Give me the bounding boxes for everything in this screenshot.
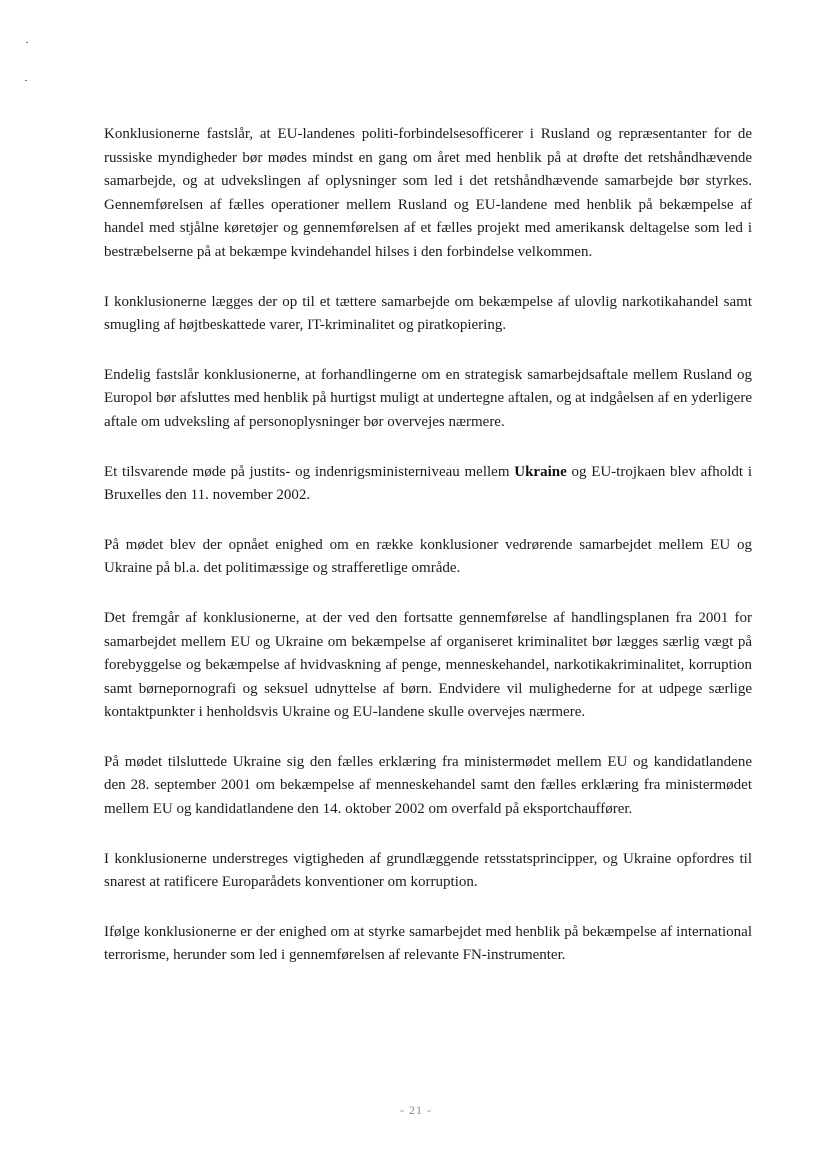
paragraph-terrorism: Ifølge konklusionerne er der enighed om at styrke samarbejdet med henblik på bekæmpelse af international terrorisme, herunder som led i gennemførelsen af relevante FN-instrumenter. xyxy=(104,923,752,964)
paragraph-ukraine-meeting-start: Et tilsvarende møde på justits- og indenrigsministerniveau mellem xyxy=(104,463,515,480)
paragraph-ukraine-meeting-end: og EU-trojkaen blev afholdt i Bruxelles den 11. november 2002. xyxy=(104,463,752,504)
paragraph-rule-of-law: I konklusionerne understreges vigtigheden af grundlæggende retsstatsprincipper, og Ukraine opfordres til snarest at ratificere Europarådets konventioner om korruption. xyxy=(104,850,752,891)
page-number: - 21 - xyxy=(400,1103,432,1117)
paragraph-narcotics-cooperation: I konklusionerne lægges der op til et tættere samarbejde om bekæmpelse af ulovlig narkotikahandel samt smugling af højtbeskattede varer, IT-kriminalitet og piratkopiering. xyxy=(104,293,752,334)
paragraph-joint-declaration: På mødet tilsluttede Ukraine sig den fælles erklæring fra ministermødet mellem EU og kandidatlandene den 28. september 2001 om bekæmpelse af menneskehandel samt den fælles erklæring fra ministermødet mellem EU og kandidatlandene den 14. oktober 2002 om overfald på eksportchauffører. xyxy=(104,753,752,818)
paragraph-russia-liaison: Konklusionerne fastslår, at EU-landenes politi-forbindelsesofficerer i Rusland og repræsentanter for de russiske myndigheder bør mødes mindst en gang om året med henblik på at drøfte det retshåndhævende samarbejde, og at udvekslingen af oplysninger som led i det retshåndhævende samarbejde bør styrkes. Gennemførelsen af fælles operationer mellem Rusland og EU-landene med henblik på bekæmpelse af handel med stjålne køretøjer og gennemførelsen af et fælles projekt med amerikansk deltagelse som led i bestræbelserne på at bekæmpe kvindehandel hilses i den forbindelse velkommen. xyxy=(104,126,752,260)
paragraph-action-plan: Det fremgår af konklusionerne, at der ved den fortsatte gennemførelse af handlingsplanen fra 2001 for samarbejdet mellem EU og Ukraine om bekæmpelse af organiseret kriminalitet bør lægges særlig vægt på forebyggelse og bekæmpelse af hvidvaskning af penge, menneskehandel, narkotikakriminalitet, korruption samt børnepornografi og seksuel udnyttelse af børn. Endvidere vil mulighederne for at udpege særlige kontaktpunkter i henholdsvis Ukraine og EU-landene skulle overvejes nærmere. xyxy=(104,609,752,721)
paragraph-ukraine-meeting xyxy=(104,461,752,508)
paragraph-europol-agreement: Endelig fastslår konklusionerne, at forhandlingerne om en strategisk samarbejdsaftale mellem Rusland og Europol bør afsluttes med henblik på hurtigst muligt at undertegne aftalen, og at indgåelsen af en yderligere aftale om udveksling af personoplysninger bør overvejes nærmere. xyxy=(104,366,752,430)
paragraph-ukraine-conclusions: På mødet blev der opnået enighed om en række konklusioner vedrørende samarbejdet mellem EU og Ukraine på bl.a. det politimæssige og strafferetlige område. xyxy=(104,536,752,577)
scan-speck xyxy=(26,42,28,43)
document-body xyxy=(104,123,752,994)
scan-speck xyxy=(25,80,27,81)
ukraine-bold: Ukraine xyxy=(514,463,567,480)
